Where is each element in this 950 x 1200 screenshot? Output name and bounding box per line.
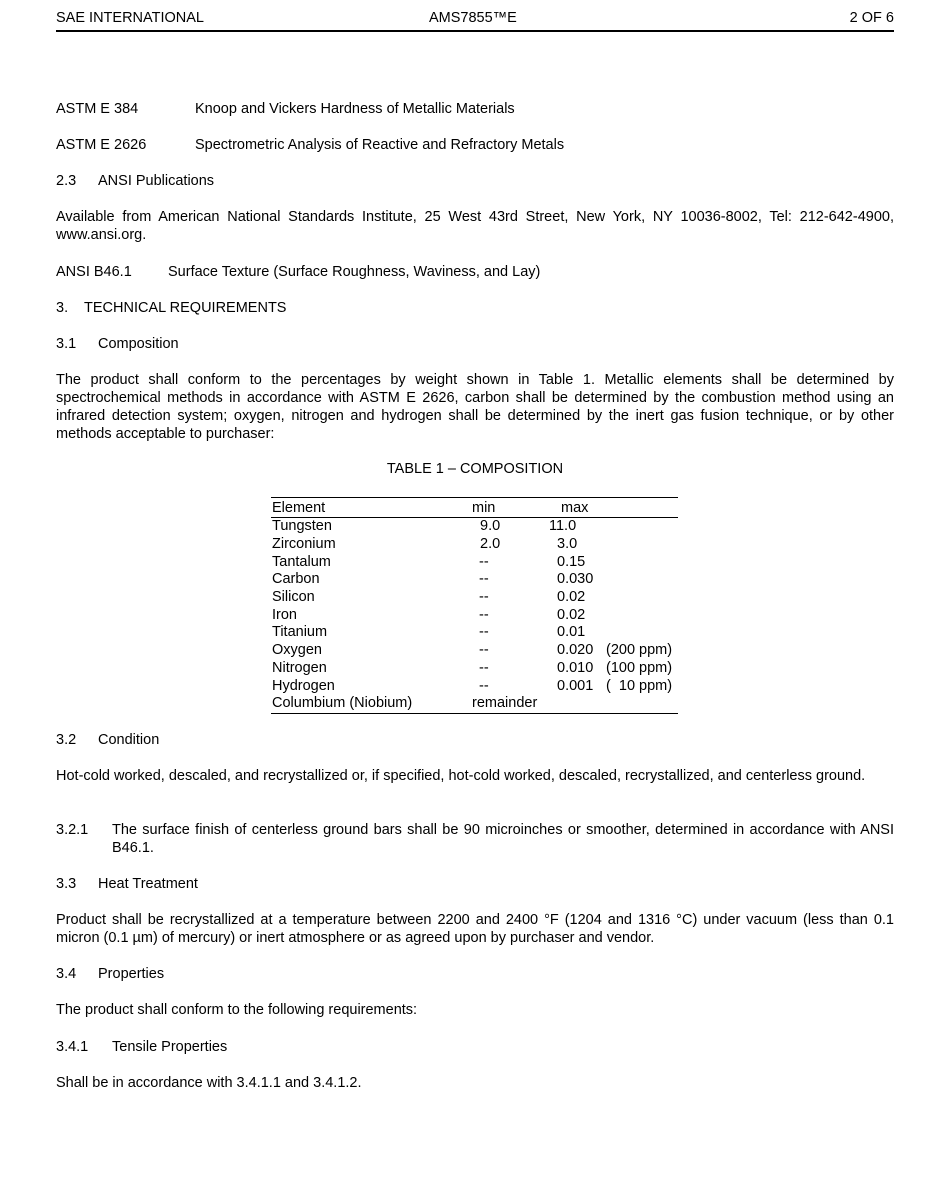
cell-element: Iron [272,607,297,623]
cell-element: Hydrogen [272,678,335,694]
cell-min: -- [479,607,489,623]
section-3-4-1-heading [56,1038,894,1056]
table-row [271,588,678,606]
section-3-2-1 [56,821,894,856]
table-row [271,677,678,695]
section-3-2-heading [56,731,894,749]
section-title: Composition [98,336,179,352]
ref-code: ASTM E 2626 [56,137,147,153]
section-number: 3.4 [56,966,77,982]
cell-min: -- [479,554,489,570]
cell-max: 0.010 [557,660,594,676]
table-header-row [271,499,678,517]
cell-element: Titanium [272,624,328,640]
ref-code: ANSI B46.1 [56,264,132,280]
cell-min: remainder [472,695,538,711]
cell-max: 0.030 [557,571,594,587]
composition-table [271,497,678,714]
table-row [271,517,678,535]
table-row [271,641,678,659]
section-3-4-heading [56,965,894,983]
ref-title: Surface Texture (Surface Roughness, Waviness, and Lay) [168,264,541,280]
cell-ppm: (100 ppm) [606,660,673,676]
cell-ppm: ( 10 ppm) [606,678,673,694]
cell-min: 9.0 [480,518,501,534]
composition-paragraph: The product shall conform to the percentages by weight shown in Table 1. Metallic elements shall be determined by spectrochemical methods in accordance with ASTM E 2626, carbon shall be determined by the combustion method using an infrared detection system; oxygen, nitrogen and hydrogen shall be determined by the inert gas fusion technique, or by other methods acceptable to purchaser: [56,372,894,442]
table-row [271,694,678,712]
section-number: 3.2.1 [56,822,89,838]
cell-min: -- [479,589,489,605]
section-title: Tensile Properties [112,1039,228,1055]
cell-element: Tantalum [272,554,331,570]
cell-max: 0.02 [557,589,586,605]
section-title: Heat Treatment [98,876,198,892]
cell-element: Oxygen [272,642,322,658]
section-3-heading [56,299,894,317]
table-row [271,570,678,588]
section-title: Properties [98,966,165,982]
section-3-1-heading [56,335,894,353]
table-row [271,623,678,641]
ref-title: Spectrometric Analysis of Reactive and Refractory Metals [195,137,565,153]
header-page-number: 2 OF 6 [849,10,894,26]
section-number: 3.3 [56,876,77,892]
cell-element: Tungsten [272,518,332,534]
ref-ansi-b46-1 [56,263,894,281]
table-row [271,535,678,553]
cell-max: 3.0 [557,536,578,552]
tensile-paragraph: Shall be in accordance with 3.4.1.1 and 3.4.1.2. [56,1075,362,1091]
cell-min: -- [479,660,489,676]
header-org: SAE INTERNATIONAL [56,10,204,26]
heat-treatment-paragraph: Product shall be recrystallized at a temperature between 2200 and 2400 °F (1204 and 1316 °C) under vacuum (less than 0.1 micron (0.1 µm) of mercury) or inert atmosphere or as agreed upon by purchaser and vendor. [56,912,894,946]
section-title: TECHNICAL REQUIREMENTS [84,300,287,316]
cell-ppm: (200 ppm) [606,642,673,658]
cell-min: -- [479,571,489,587]
cell-max: 0.020 [557,642,594,658]
section-text: The surface finish of centerless ground bars shall be 90 microinches or smoother, determined in accordance with ANSI B46.1. [112,822,894,856]
properties-paragraph: The product shall conform to the following requirements: [56,1002,418,1018]
section-2-3-heading [56,172,894,190]
section-number: 3.1 [56,336,77,352]
condition-paragraph: Hot-cold worked, descaled, and recrystallized or, if specified, hot-cold worked, descaled, recrystallized, and centerless ground. [56,768,866,784]
table-row [271,606,678,624]
header-doc-number: AMS7855™E [429,10,517,26]
ansi-availability-paragraph: Available from American National Standards Institute, 25 West 43rd Street, New York, NY 10036-8002, Tel: 212-642-4900, www.ansi.org. [56,209,894,243]
section-title: Condition [98,732,160,748]
header-min: min [472,500,496,516]
cell-max: 0.02 [557,607,586,623]
section-title: ANSI Publications [98,173,215,189]
cell-max: 0.01 [557,624,586,640]
table-title: TABLE 1 – COMPOSITION [386,461,564,477]
cell-element: Silicon [272,589,315,605]
cell-max: 0.15 [557,554,586,570]
section-3-3-heading [56,875,894,893]
ref-code: ASTM E 384 [56,101,139,117]
section-number: 3.4.1 [56,1039,89,1055]
page-header [56,10,894,32]
cell-element: Columbium (Niobium) [272,695,413,711]
cell-min: -- [479,624,489,640]
header-element: Element [272,500,326,516]
ref-astm-e384 [56,100,894,118]
cell-max: 11.0 [549,518,577,534]
cell-min: -- [479,642,489,658]
section-number: 2.3 [56,173,77,189]
table-row [271,659,678,677]
cell-element: Nitrogen [272,660,327,676]
ref-astm-e2626 [56,136,894,154]
cell-element: Carbon [272,571,320,587]
cell-min: 2.0 [480,536,501,552]
ref-title: Knoop and Vickers Hardness of Metallic Materials [195,101,515,117]
section-number: 3. [56,300,69,316]
section-number: 3.2 [56,732,77,748]
table-row [271,553,678,571]
cell-max: 0.001 [557,678,594,694]
header-max: max [561,500,589,516]
cell-element: Zirconium [272,536,336,552]
cell-min: -- [479,678,489,694]
